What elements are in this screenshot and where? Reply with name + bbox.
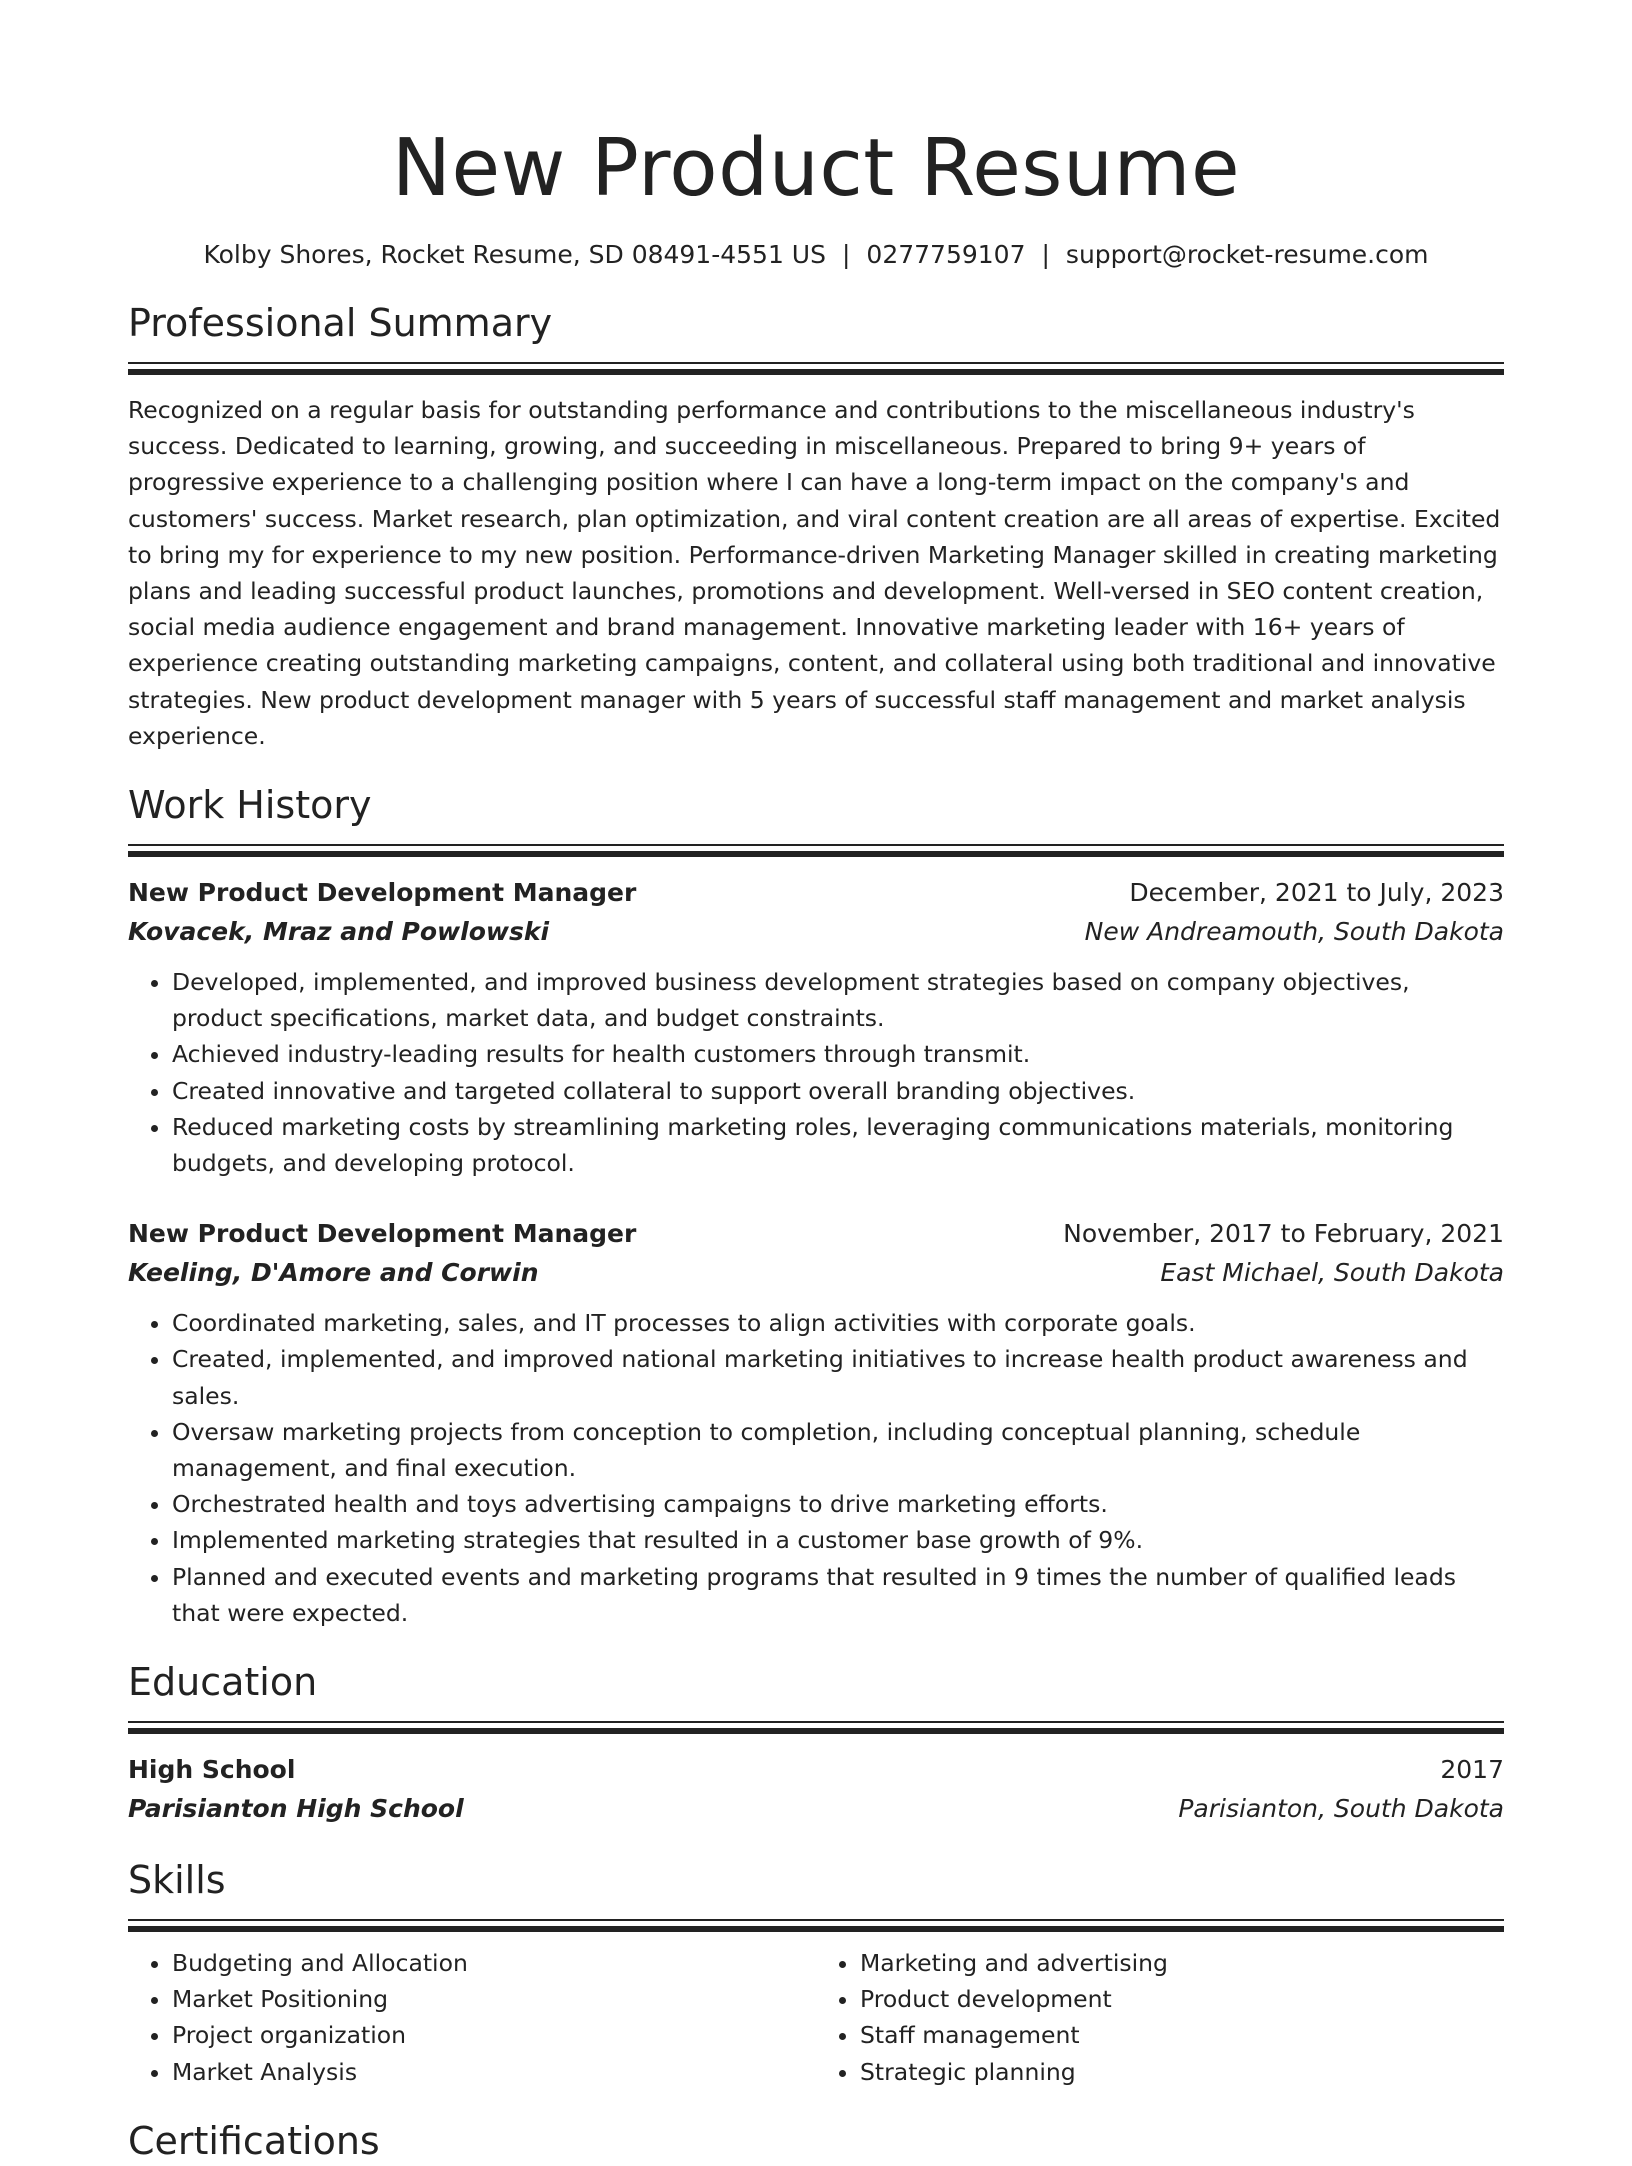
list-item: • Created innovative and targeted collateral to support overall branding objectives.: [172, 1073, 1504, 1109]
list-item: • Budgeting and Allocation: [172, 1945, 816, 1981]
job-title: New Product Development Manager: [128, 1219, 637, 1249]
section-divider: [128, 1919, 1504, 1931]
job-title: New Product Development Manager: [128, 878, 637, 908]
list-item: • Strategic planning: [860, 2054, 1504, 2090]
list-item: • Reduced marketing costs by streamlining marketing roles, leveraging communications materials, monitoring budgets, and developing protocol.: [172, 1109, 1504, 1181]
list-item: • Orchestrated health and toys advertising campaigns to drive marketing efforts.: [172, 1486, 1504, 1522]
contact-separator: |: [1041, 240, 1050, 269]
section-heading-summary: Professional Summary: [128, 301, 553, 345]
list-item: • Project organization: [172, 2017, 816, 2053]
job-location: New Andreamouth, South Dakota: [1084, 917, 1504, 947]
list-item: • Implemented marketing strategies that resulted in a customer base growth of 9%.: [172, 1522, 1504, 1558]
contact-separator: |: [841, 240, 851, 269]
list-item: • Oversaw marketing projects from conception to completion, including conceptual planning, schedule management, and final execution.: [172, 1414, 1504, 1486]
summary-text: Recognized on a regular basis for outstanding performance and contributions to the miscellaneous industry's success. Dedicated to learning, growing, and succeeding in miscellaneous. Prepared to bring 9+ years of progressive experience to a challenging position where I can have a long-term impact on the company's and customers' success. Market research, plan optimization, and viral content creation are all areas of expertise. Excited to bring my for experience to my new position. Performance-driven Marketing Manager skilled in creating marketing plans and leading successful product launches, promotions and development. Well-versed in SEO content creation, social media audience engagement and brand management. Innovative marketing leader with 16+ years of experience creating outstanding marketing campaigns, content, and collateral using both traditional and innovative strategies. New product development manager with 5 years of successful staff management and market analysis experience.: [128, 396, 1501, 750]
list-item: • Planned and executed events and marketing programs that resulted in 9 times the number of qualified leads that were expected.: [172, 1559, 1504, 1631]
education-location: Parisianton, South Dakota: [1178, 1794, 1504, 1824]
list-item: • Market Analysis: [172, 2054, 816, 2090]
skills-columns: [128, 1945, 1504, 2090]
section-heading-skills: Skills: [128, 1858, 226, 1903]
section-heading-work: Work History: [128, 783, 372, 828]
contact-email: support@rocket-resume.com: [1065, 240, 1429, 269]
education-section: [128, 1657, 1504, 1829]
list-item: • Created, implemented, and improved national marketing initiatives to increase health product awareness and sales.: [172, 1341, 1504, 1413]
resume-title: New Product Resume: [391, 122, 1241, 214]
job-entry: [128, 1215, 1504, 1631]
list-item: • Product development: [860, 1981, 1504, 2017]
job-company: Keeling, D'Amore and Corwin: [128, 1258, 539, 1288]
list-item: • Developed, implemented, and improved business development strategies based on company objectives, product specifications, market data, and budget constraints.: [172, 964, 1504, 1036]
education-entry: [128, 1751, 1504, 1829]
list-item: • Staff management: [860, 2017, 1504, 2053]
job-location: East Michael, South Dakota: [1160, 1258, 1504, 1288]
list-item: • Achieved industry-leading results for health customers through transmit.: [172, 1036, 1504, 1072]
skills-section: [128, 1855, 1504, 2090]
contact-phone: 0277759107: [866, 240, 1026, 269]
job-company: Kovacek, Mraz and Powlowski: [128, 917, 550, 947]
contact-address: Kolby Shores, Rocket Resume, SD 08491-4551 US: [203, 240, 826, 269]
section-divider: [128, 362, 1504, 374]
list-item: • Marketing and advertising: [860, 1945, 1504, 1981]
list-item: • Market Positioning: [172, 1981, 816, 2017]
certifications-section: [128, 2116, 1504, 2166]
work-history-section: [128, 780, 1504, 1631]
job-dates: December, 2021 to July, 2023: [1129, 878, 1504, 908]
education-school: Parisianton High School: [128, 1794, 464, 1824]
contact-line: [128, 238, 1504, 272]
job-bullets: [128, 1305, 1504, 1631]
job-bullets: [128, 964, 1504, 1181]
job-entry: [128, 874, 1504, 1181]
section-heading-certifications: Certifications: [128, 2118, 380, 2163]
education-year: 2017: [1440, 1755, 1504, 1785]
list-item: • Coordinated marketing, sales, and IT processes to align activities with corporate goals.: [172, 1305, 1504, 1341]
section-divider: [128, 1721, 1504, 1733]
skills-list-right: [816, 1945, 1504, 2090]
section-heading-education: Education: [128, 1660, 318, 1705]
education-degree: High School: [128, 1755, 296, 1785]
section-divider: [128, 844, 1504, 856]
skills-list-left: [128, 1945, 816, 2090]
job-dates: November, 2017 to February, 2021: [1063, 1219, 1504, 1249]
summary-section: [128, 298, 1504, 754]
